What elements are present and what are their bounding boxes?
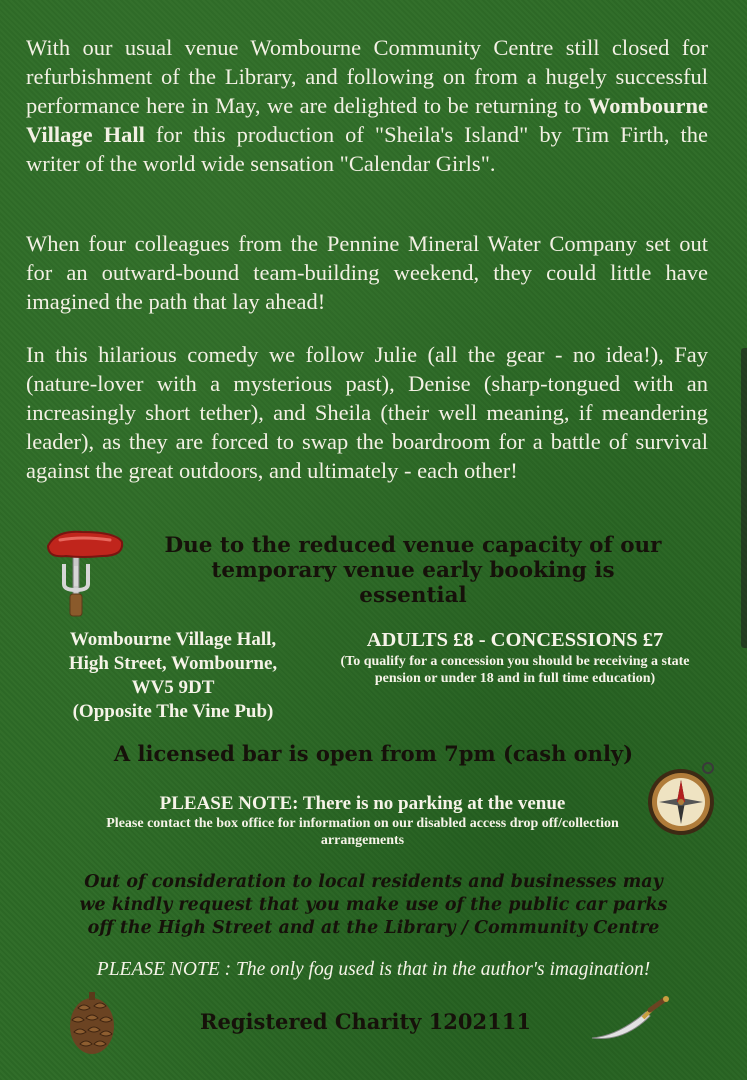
parking-notice: [100, 793, 625, 849]
compass-icon: [644, 760, 718, 838]
consideration-line: we kindly request that you make use of the public car parks: [79, 895, 668, 915]
price-line: ADULTS £8 - CONCESSIONS £7: [366, 629, 664, 651]
intro-text-end: for this production of "Sheila's Island" by Tim Firth, the writer of the world wide sensation "Calendar Girls".: [26, 122, 708, 176]
consideration-line: Out of consideration to local residents and businesses may: [84, 872, 663, 892]
address-line: Wombourne Village Hall,: [69, 629, 277, 650]
sausage-fork-icon: [42, 526, 128, 620]
consideration-notice: [0, 871, 747, 940]
intro-text-start: With our usual venue Wombourne Community Centre still closed for refurbishment of the Library, and following on from a hugely successful performance here in May, we are delighted to be returning to: [26, 35, 708, 118]
ticket-prices: [325, 628, 705, 687]
consideration-line: off the High Street and at the Library / Community Centre: [87, 918, 660, 938]
characters-paragraph: In this hilarious comedy we follow Julie (all the gear - no idea!), Fay (nature-lover with a mysterious past), Denise (sharp-tongued with an increasingly short tether), and Sheila (their well meaning, if meandering leader), as they are forced to swap the boardroom for a battle of survival against the great outdoors, and ultimately - each other!: [26, 342, 708, 483]
fog-notice: PLEASE NOTE : The only fog used is that in the author's imagination!: [96, 959, 651, 980]
charity-number: Registered Charity 1202111: [200, 1009, 531, 1034]
parking-detail: Please contact the box office for information on our disabled access drop off/collection arrangements: [106, 816, 619, 848]
address-line: WV5 9DT: [131, 677, 215, 698]
address-line: (Opposite The Vine Pub): [72, 701, 274, 722]
capacity-line: essential: [359, 583, 467, 608]
sword-icon: [588, 996, 672, 1044]
capacity-line: Due to the reduced venue capacity of our: [164, 533, 662, 558]
capacity-notice: [130, 533, 696, 608]
synopsis-paragraph: When four colleagues from the Pennine Mineral Water Company set out for an outward-bound team-building weekend, they could little have imagined the path that lay ahead!: [26, 231, 708, 314]
venue-address: [26, 628, 320, 724]
capacity-line: temporary venue early booking is: [211, 558, 615, 583]
address-line: High Street, Wombourne,: [68, 653, 278, 674]
bar-notice: A licensed bar is open from 7pm (cash only): [113, 741, 634, 766]
concession-note: (To qualify for a concession you should be receiving a state pension or under 18 and in full time education): [340, 654, 690, 686]
scroll-handle[interactable]: [741, 348, 747, 648]
parking-title: PLEASE NOTE: There is no parking at the venue: [159, 793, 566, 814]
intro-paragraph: [26, 33, 708, 178]
intro-venue-name: Wombourne Village Hall: [26, 93, 708, 147]
